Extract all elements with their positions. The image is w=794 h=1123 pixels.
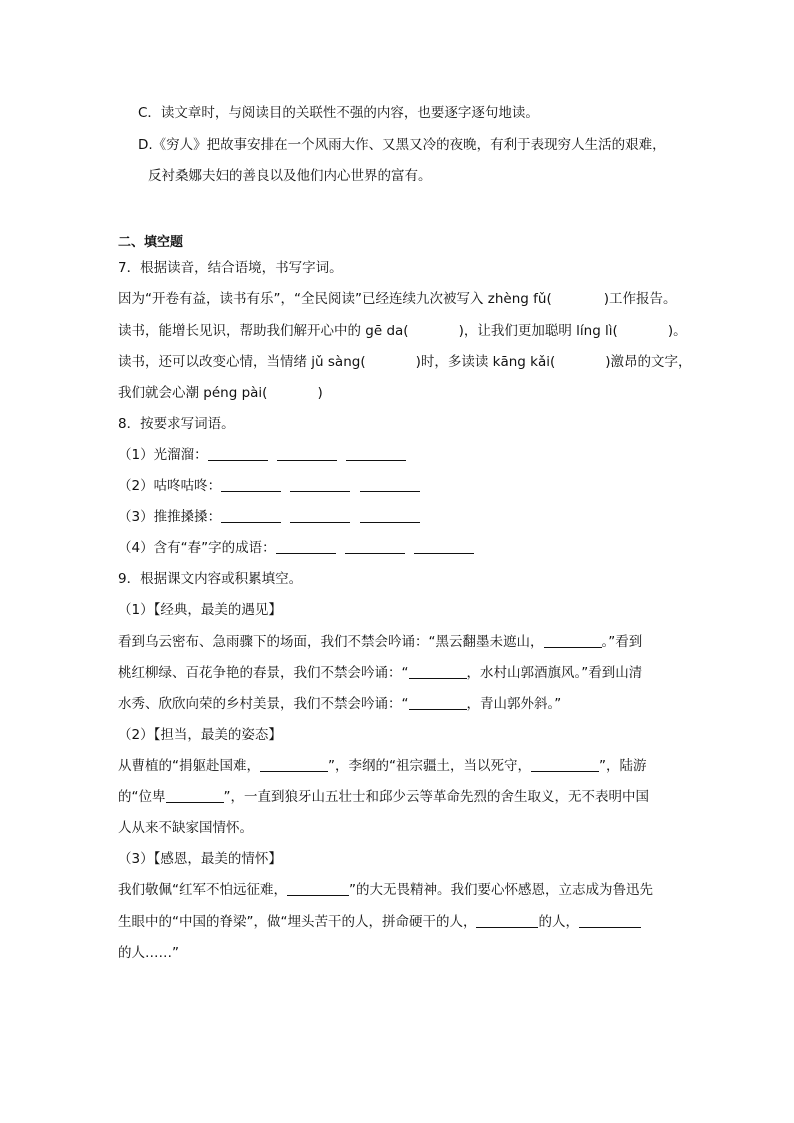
q8-item1: [118, 446, 406, 464]
q7-text: )。: [667, 323, 687, 339]
answer-blank[interactable]: [276, 539, 336, 554]
q7-text: ): [317, 385, 323, 401]
q9-text: ，水村山郭酒旗风。”看到山清: [466, 665, 643, 681]
answer-blank[interactable]: [544, 633, 602, 648]
q9-text: ”，陆游: [599, 758, 647, 774]
answer-blank[interactable]: [166, 788, 224, 803]
q9-line6: 人从来不缺家国情怀。: [118, 820, 253, 836]
q9-text: 水秀、欣欣向荣的乡村美景，我们不禁会吟诵：“: [118, 696, 409, 712]
answer-blank[interactable]: [531, 757, 599, 772]
q8-label: （2）咕咚咕咚：: [118, 478, 222, 494]
q9-section3: （3）【感恩，最美的情怀】: [118, 851, 282, 867]
q8-label: （4）含有“春”字的成语：: [118, 540, 276, 556]
q7-text: 读书，能增长见识，帮助我们解开心中的 gē da(: [118, 323, 409, 339]
q9-text: ”的大无畏精神。我们要心怀感恩，立志成为鲁迅先: [349, 882, 653, 898]
answer-blank[interactable]: [476, 913, 538, 928]
q9-line1: [118, 633, 642, 651]
q9-line5: [118, 788, 649, 806]
q7-text: 因为“开卷有益，读书有乐”，“全民阅读”已经连续九次被写入 zhèng fǔ(: [118, 291, 552, 307]
answer-blank[interactable]: [409, 695, 467, 710]
option-d-line1: D.《穷人》把故事安排在一个风雨大作、又黑又冷的夜晚，有利于表现穷人生活的艰难，: [138, 137, 666, 153]
q9-line8: [118, 913, 641, 931]
answer-blank[interactable]: [260, 757, 328, 772]
q8-item2: [118, 477, 420, 495]
answer-blank[interactable]: [221, 477, 281, 492]
q8-title: 8．按要求写词语。: [118, 416, 235, 432]
q8-label: （3）推推搡搡：: [118, 509, 222, 525]
q9-text: 从曹植的“捐躯赴国难，: [118, 758, 260, 774]
q7-text: )激昂的文字，: [605, 354, 692, 370]
answer-blank[interactable]: [277, 446, 337, 461]
answer-blank[interactable]: [579, 913, 641, 928]
answer-blank[interactable]: [287, 881, 349, 896]
q7-line1: [118, 290, 677, 308]
q9-text: 的“位卑: [118, 789, 166, 805]
answer-blank[interactable]: [345, 539, 405, 554]
q9-line3: [118, 695, 561, 713]
q7-line4: [118, 384, 323, 402]
answer-blank[interactable]: [360, 508, 420, 523]
q9-text: 看到乌云密布、急雨骤下的场面，我们不禁会吟诵：“黑云翻墨未遮山，: [118, 634, 544, 650]
q8-item4: [118, 539, 474, 557]
q9-text: ”，李纲的“祖宗疆土，当以死守，: [328, 758, 531, 774]
q7-text: 读书，还可以改变心情，当情绪 jǔ sàng(: [118, 354, 366, 370]
answer-blank[interactable]: [414, 539, 474, 554]
q9-title: 9．根据课文内容或积累填空。: [118, 571, 303, 587]
q9-text: ，青山郭外斜。”: [466, 696, 562, 712]
q9-line2: [118, 664, 642, 682]
q7-text: )时，多读读 kāng kǎi(: [415, 354, 556, 370]
option-d-line2: 反衬桑娜夫妇的善良以及他们内心世界的富有。: [148, 168, 432, 184]
option-c: C．读文章时，与阅读目的关联性不强的内容，也要逐字逐句地读。: [138, 105, 539, 121]
q9-text: 我们敬佩“红军不怕远征难，: [118, 882, 287, 898]
q9-section1: （1）【经典，最美的遇见】: [118, 602, 282, 618]
q9-section2: （2）【担当，最美的姿态】: [118, 727, 282, 743]
q9-text: 桃红柳绿、百花争艳的春景，我们不禁会吟诵：“: [118, 665, 409, 681]
q9-text: 生眼中的“中国的脊梁”，做“埋头苦干的人，拼命硬干的人，: [118, 914, 477, 930]
answer-blank[interactable]: [221, 508, 281, 523]
answer-blank[interactable]: [290, 508, 350, 523]
q9-line9: 的人……”: [118, 945, 179, 961]
q7-line2: [118, 322, 687, 340]
q9-text: ”，一直到狼牙山五壮士和邱少云等革命先烈的舍生取义，无不表明中国: [223, 789, 649, 805]
answer-blank[interactable]: [346, 446, 406, 461]
q7-line3: [118, 353, 692, 371]
answer-blank[interactable]: [208, 446, 268, 461]
q7-text: 我们就会心潮 péng pài(: [118, 385, 268, 401]
q9-line7: [118, 881, 653, 899]
q7-text: )，让我们更加聪明 líng lì(: [458, 323, 618, 339]
q9-line4: [118, 757, 647, 775]
q9-text: 。”看到: [601, 634, 643, 650]
q7-text: )工作报告。: [603, 291, 677, 307]
answer-blank[interactable]: [290, 477, 350, 492]
q8-item3: [118, 508, 420, 526]
q8-label: （1）光溜溜：: [118, 447, 208, 463]
q7-title: 7．根据读音，结合语境，书写字词。: [118, 260, 343, 276]
answer-blank[interactable]: [409, 664, 467, 679]
answer-blank[interactable]: [360, 477, 420, 492]
q9-text: 的人，: [538, 914, 579, 930]
section-title: 二、填空题: [118, 235, 184, 250]
